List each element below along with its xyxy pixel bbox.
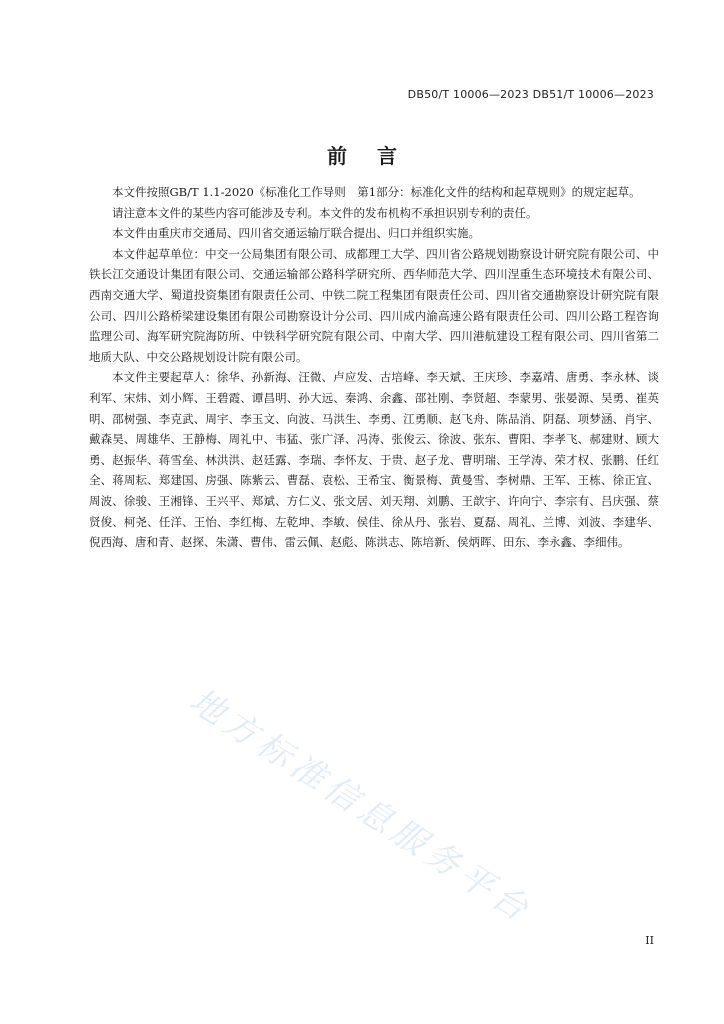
paragraph-drafting-units: 本文件起草单位：中交一公局集团有限公司、成都理工大学、四川省公路规划勘察设计研究院有限公司、中铁长江交通设计集团有限公司、交通运输部公路科学研究所、西华师范大学、四川涅重生态环境技术有限公司、西南交通大学、蜀道投资集团有限责任公司、中铁二院工程集团有限责任公司、四川省交通勘察设计研究院有限公司、四川公路桥梁建设集团有限公司勘察设计分公司、四川成内渝高速公路有限责任公司、四川公路工程咨询监理公司、海军研究院海防所、中铁科学研究院有限公司、中南大学、四川港航建设工程有限公司、四川省第二地质大队、中交公路规划设计院有限公司。 (89, 246, 659, 364)
paragraph-drafters: 本文件主要起草人：徐华、孙新海、汪微、卢应发、古培峰、李天斌、王庆珍、李嘉靖、唐勇、李永林、谈利军、宋炜、刘小辉、王碧霞、谭昌明、孙大远、秦鸿、余鑫、邵社刚、李贤超、李蒙男、张晏源、吴勇、崔英明、邵树强、李克武、周宇、李玉文、向波、马洪生、李勇、江勇顺、赵飞舟、陈品消、阴磊、项梦涵、肖宇、戴森昊、周雄华、王静梅、周礼中、韦猛、张广泽、冯涛、张俊云、徐波、张东、曹阳、李孝飞、郝建财、顾大勇、赵振华、蒋雪垒、林洪洪、赵廷露、李瑞、李怀友、于贵、赵子龙、曹明瑞、王学涛、荣才权、张鹏、任红全、蒋周耘、郑建国、房强、陈紫云、曹磊、袁松、王希宝、衡景梅、黄曼雪、李树鼎、王军、王栋、徐正宜、周波、徐骏、王湘锋、王兴平、郑斌、方仁义、张文居、刘天翔、刘鹏、王歆宇、许向宁、李宗有、吕庆强、蔡贤俊、柯尧、任洋、王怡、李红梅、左乾坤、李敏、侯佳、徐从丹、张岩、夏磊、周礼、兰博、刘波、李建华、倪西海、唐和青、赵探、朱潇、曹伟、雷云佩、赵彪、陈洪志、陈培新、侯炳晖、田东、李永鑫、李细伟。 (89, 370, 659, 550)
page-number: II (645, 934, 654, 947)
paragraph-drafting-rules: 本文件按照GB/T 1.1-2020《标准化工作导则 第1部分：标准化文件的结构和起草规则》的规定起草。 (112, 185, 641, 199)
watermark: 地方标准信息服务平台 (182, 680, 540, 933)
foreword-body (89, 182, 659, 553)
paragraph-proposer: 本文件由重庆市交通局、四川省交通运输厅联合提出、归口并组织实施。 (112, 226, 480, 241)
paragraph-patent-notice: 请注意本文件的某些内容可能涉及专利。本文件的发布机构不承担识别专利的责任。 (112, 205, 538, 220)
standard-number-header: DB50/T 10006—2023 DB51/T 10006—2023 (407, 88, 654, 101)
page-title: 前言 (327, 144, 427, 168)
